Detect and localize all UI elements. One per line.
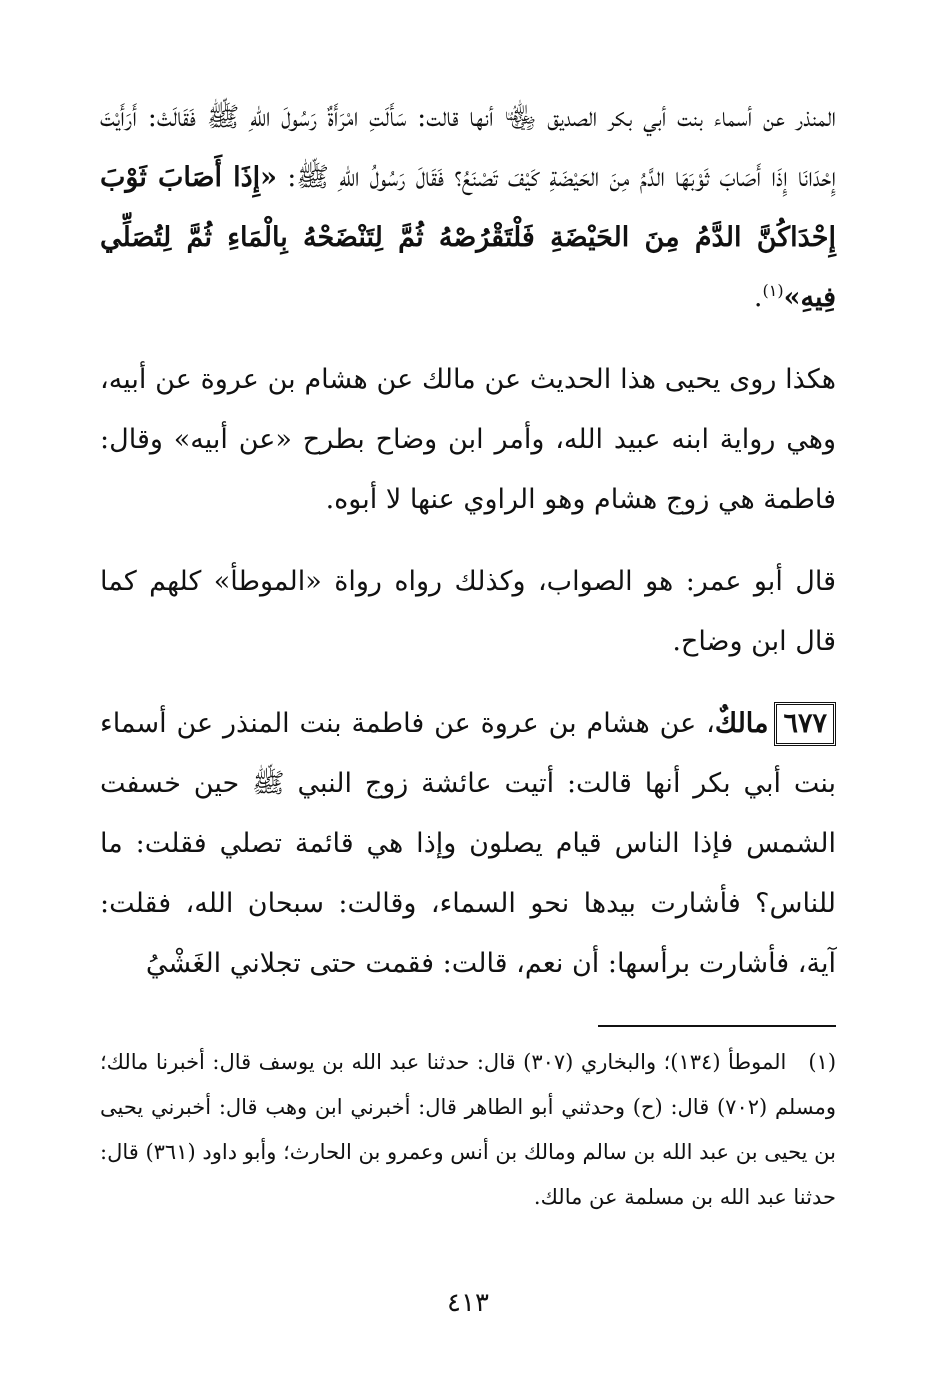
narrator-name: مالكٌ <box>714 708 769 739</box>
page-number: ٤١٣ <box>447 1288 489 1318</box>
footnotes <box>100 1040 836 1220</box>
footnote-item <box>100 1040 836 1220</box>
paragraph-abu-umar: قال أبو عمر: هو الصواب، وكذلك رواه رواة «الموطأ» كلهم كما قال ابن وضاح. <box>100 566 836 657</box>
footnote-marker: (١) <box>808 1050 837 1074</box>
hadith-number-badge: ٦٧٧ <box>774 702 836 746</box>
paragraph-end: . <box>753 282 763 313</box>
footnote-divider <box>598 1025 836 1027</box>
footnote-reference[interactable]: (١) <box>762 281 784 300</box>
paragraph-commentary: هكذا روى يحيى هذا الحديث عن مالك عن هشام بن عروة عن أبيه، وهي رواية ابنه عبيد الله، وأمر ابن وضاح بطرح «عن أبيه» وقال: فاطمة هي زوج هشام وهو الراوي عنها لا أبوه. <box>100 364 836 515</box>
main-text <box>100 88 836 994</box>
hadith-677-text: ، عن هشام بن عروة عن فاطمة بنت المنذر عن أسماء بنت أبي بكر أنها قالت: أتيت عائشة زوج النبي ﷺ حين خسفت الشمس فإذا الناس قيام يصلون وإذا هي قائمة تصلي فقلت: ما للناس؟ فأشارت بيدها نحو السماء، وقالت: سبحان الله، فقلت: آية، فأشارت برأسها: أن نعم، قالت: فقمت حتى تجلاني الغَشْيُ <box>100 708 836 979</box>
paragraph-hadith-677 <box>100 694 836 994</box>
footnote-text: الموطأ (١٣٤)؛ والبخاري (٣٠٧) قال: حدثنا عبد الله بن يوسف قال: أخبرنا مالك؛ ومسلم (٧٠٢) قال: (ح) وحدثني أبو الطاهر قال: أخبرني ابن وهب قال: أخبرني يحيى بن يحيى بن عبد الله بن سالم ومالك بن أنس وعمرو بن الحارث؛ وأبو داود (٣٦١) قال: حدثنا عبد الله بن مسلمة عن مالك. <box>100 1050 837 1209</box>
hadith-intro: المنذر عن أسماء بنت أبي بكر الصديق ﵄ أنها قالت: سَأَلَتِ امْرَأَةٌ رَسُولَ اللهِ ﷺ فَقَالَتْ: أَرَأَيْتَ إِحْدَانَا إِذَا أَصَابَ ثَوْبَهَا الدَّمُ مِنَ الحَيْضَةِ كَيْفَ تَصْنَعُ؟ فَقَالَ رَسُولُ اللهِ ﷺ: <box>100 102 836 193</box>
prophetic-saying: «إِذَا أَصَابَ ثَوْبَ إِحْدَاكُنَّ الدَّمُ مِنَ الحَيْضَةِ فَلْتَقْرُصْهُ ثُمَّ لِتَنْضَحْهُ بِالْمَاءِ ثُمَّ لِتُصَلِّي فِيهِ» <box>100 162 836 313</box>
paragraph-hadith-text <box>100 88 836 328</box>
